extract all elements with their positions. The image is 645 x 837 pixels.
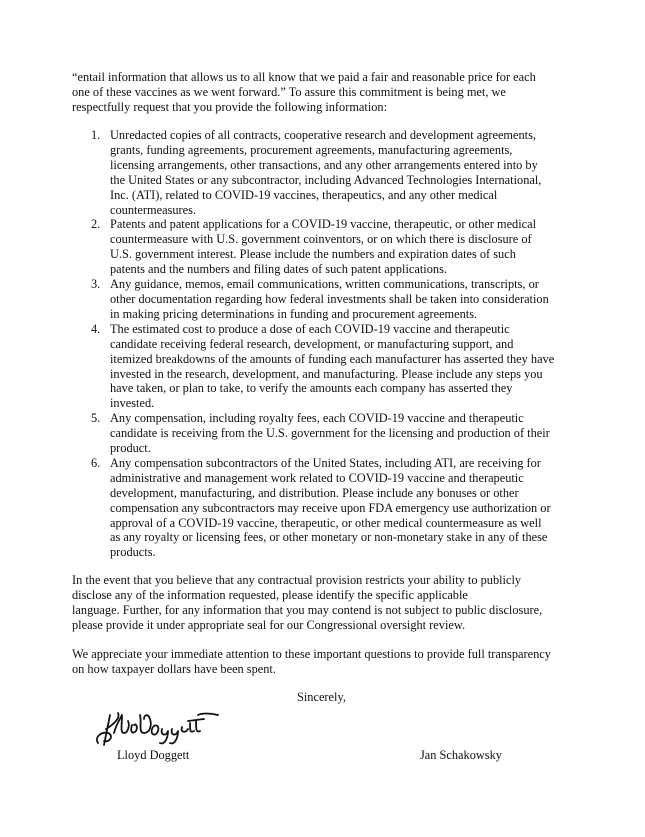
- request-line: Any compensation subcontractors of the United States, including ATI, are receiving for: [110, 455, 541, 470]
- request-number: 1.: [91, 128, 101, 142]
- request-line: as any royalty or licensing fees, or other monetary or non-monetary stake in any of these: [110, 530, 548, 545]
- intro-paragraph: [72, 70, 577, 115]
- request-number: 3.: [91, 277, 101, 292]
- request-item: [72, 217, 577, 277]
- request-line: Inc. (ATI), related to COVID-19 vaccines, therapeutics, and any other medical: [110, 187, 498, 202]
- request-line: compensation any subcontractors may receive upon FDA emergency use authorization or: [110, 500, 551, 515]
- request-line: have taken, or plan to take, to verify the amounts each company has asserted they: [110, 381, 513, 396]
- intro-line: one of these vaccines as we went forward.” To assure this commitment is being met, we: [72, 84, 506, 99]
- request-line: licensing arrangements, other transactions, and any other arrangements entered into by: [110, 157, 538, 172]
- paragraph-line: In the event that you believe that any contractual provision restricts your ability to publicly: [72, 573, 522, 587]
- closing: Sincerely,: [297, 690, 346, 704]
- request-line: product.: [110, 441, 151, 456]
- request-line: grants, funding agreements, procurement agreements, manufacturing agreements,: [110, 142, 513, 157]
- paragraph-line: We appreciate your immediate attention to these important questions to provide full transparency: [72, 647, 551, 661]
- signatory-name-right: Jan Schakowsky: [420, 748, 502, 762]
- request-number: 4.: [91, 321, 101, 336]
- request-number: 5.: [91, 411, 101, 426]
- request-item: [72, 277, 577, 322]
- request-line: approval of a COVID-19 vaccine, therapeutic, or other medical countermeasure as well: [110, 515, 542, 530]
- request-line: Any guidance, memos, email communications, written communications, transcripts, or: [110, 277, 539, 292]
- request-line: candidate is receiving from the U.S. government for the licensing and production of their: [110, 426, 550, 441]
- request-line: countermeasures.: [110, 202, 197, 217]
- request-line: itemized breakdowns of the amounts of funding each manufacturer has asserted they have: [110, 351, 555, 366]
- request-item: [72, 322, 577, 411]
- request-line: other documentation regarding how federal investments shall be taken into consideration: [110, 291, 549, 306]
- request-line: development, manufacturing, and distribution. Please include any bonuses or other: [110, 485, 519, 500]
- paragraph-line: on how taxpayer dollars have been spent.: [72, 661, 276, 676]
- request-line: invested.: [110, 396, 155, 411]
- request-line: U.S. government interest. Please include the numbers and expiration dates of such: [110, 247, 516, 262]
- request-line: administrative and management work related to COVID-19 vaccine and therapeutic: [110, 470, 524, 485]
- request-line: in making pricing determinations in funding and procurement agreements.: [110, 306, 478, 321]
- request-line: invested in the research, development, and manufacturing. Please include any steps you: [110, 366, 543, 381]
- request-line: Unredacted copies of all contracts, cooperative research and development agreements,: [110, 128, 537, 142]
- request-line: products.: [110, 545, 156, 560]
- paragraph-line: language. Further, for any information that you may contend is not subject to public disclosure,: [72, 602, 543, 617]
- request-number: 2.: [91, 217, 101, 232]
- request-line: the United States or any subcontractor, including Advanced Technologies International,: [110, 172, 542, 187]
- request-line: patents and the numbers and filing dates of such patent applications.: [110, 262, 447, 277]
- request-item: [72, 456, 577, 560]
- request-line: countermeasure with U.S. government coinventors, or on which there is disclosure of: [110, 232, 532, 247]
- request-item: [72, 411, 577, 456]
- intro-line: respectfully request that you provide the following information:: [72, 99, 388, 114]
- signatory-name-left: Lloyd Doggett: [117, 748, 190, 762]
- request-list: [72, 128, 577, 560]
- contract-provision-paragraph: [72, 573, 577, 633]
- request-line: Any compensation, including royalty fees, each COVID-19 vaccine and therapeutic: [110, 411, 524, 426]
- request-number: 6.: [91, 455, 101, 470]
- signature-image: [92, 703, 232, 751]
- request-item: [72, 128, 577, 217]
- request-line: Patents and patent applications for a COVID-19 vaccine, therapeutic, or other medical: [110, 217, 537, 232]
- paragraph-line: please provide it under appropriate seal for our Congressional oversight review.: [72, 617, 466, 632]
- request-line: candidate receiving federal research, development, or manufacturing support, and: [110, 336, 514, 351]
- intro-line: “entail information that allows us to all know that we paid a fair and reasonable price for each: [72, 70, 536, 84]
- paragraph-line: disclose any of the information requested, please identify the specific applicable: [72, 587, 468, 602]
- appreciation-paragraph: [72, 647, 577, 677]
- request-line: The estimated cost to produce a dose of each COVID-19 vaccine and therapeutic: [110, 321, 510, 336]
